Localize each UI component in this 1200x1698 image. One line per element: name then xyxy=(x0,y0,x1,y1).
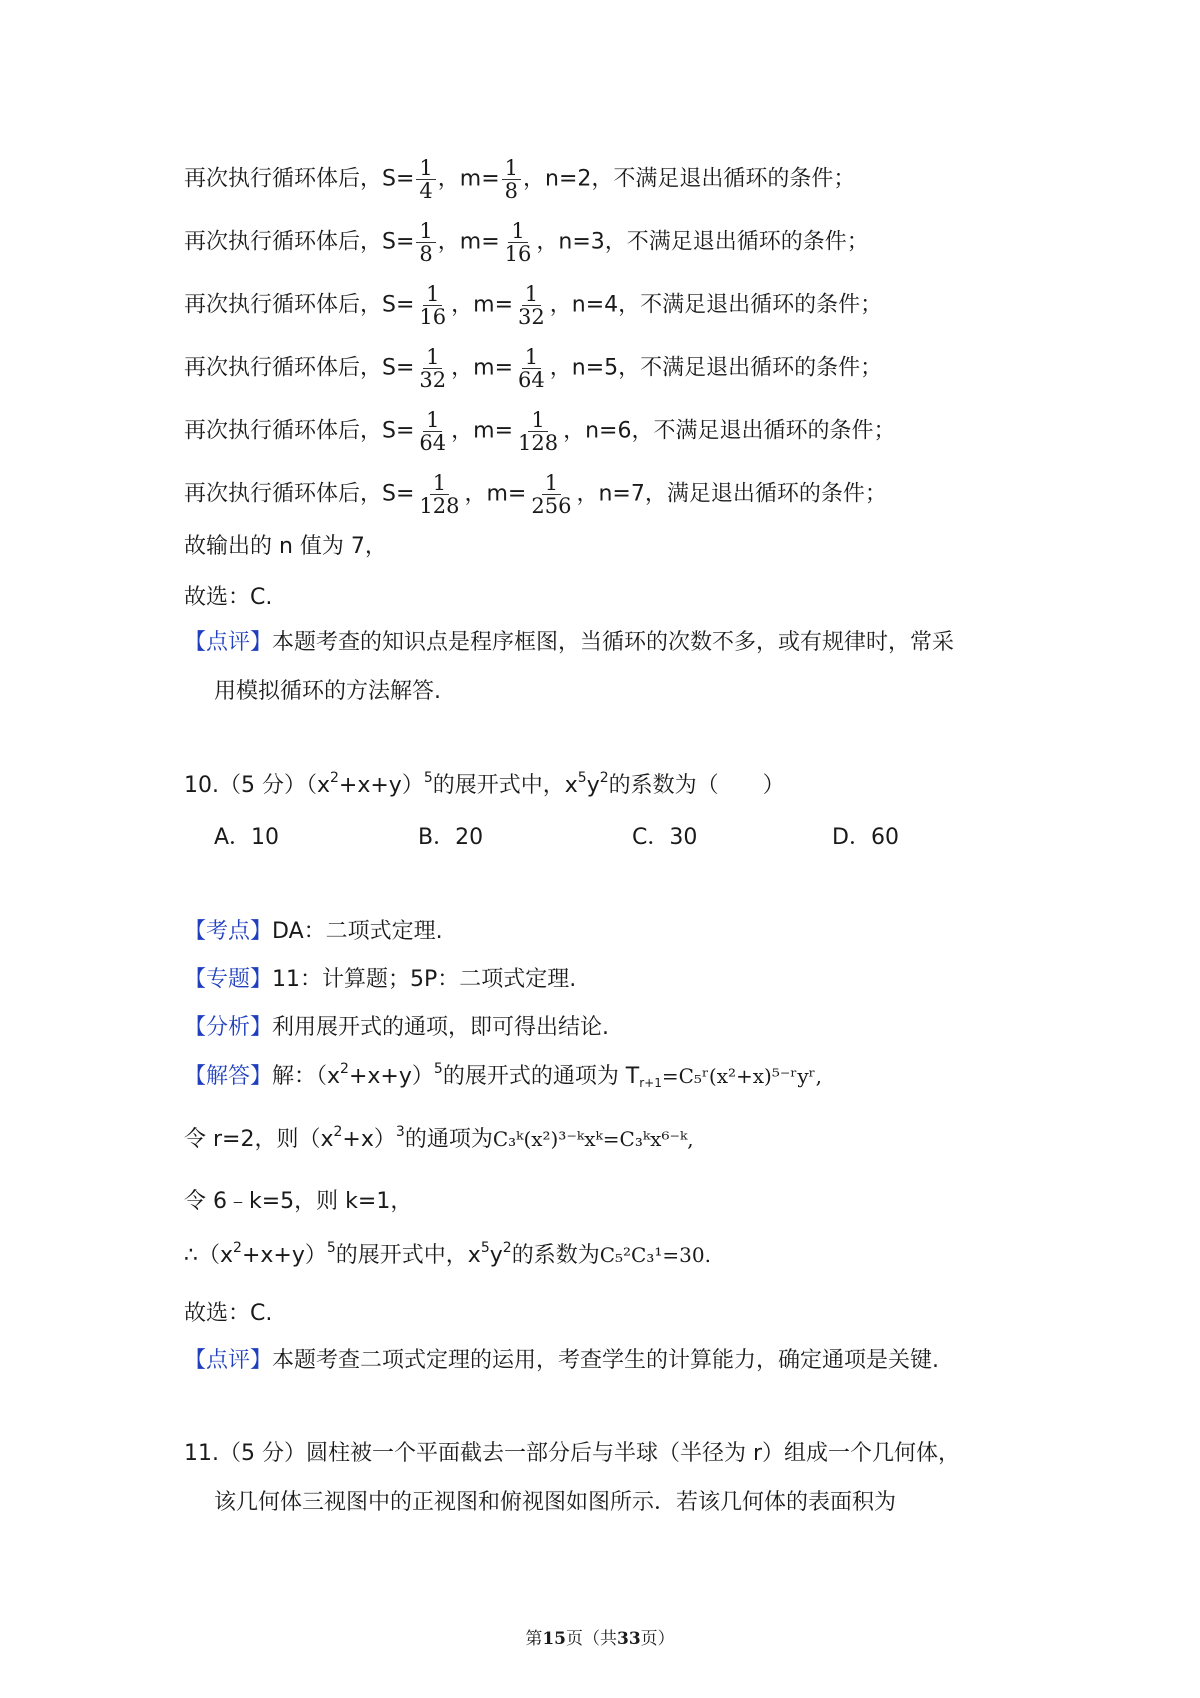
option-a: A．10 xyxy=(214,825,280,850)
q10-answer: 故选：C. xyxy=(184,1301,273,1326)
loop-step-line: 再次执行循环体后，S= $\frac{1}{8}$ ，m= $\frac{1}{16}$ ，n=3，不满足退出循环的条件； xyxy=(184,219,869,266)
m-fraction: $\frac{1}{32}$ xyxy=(518,282,545,329)
q11-stem-cont: 该几何体三视图中的正视图和俯视图如图所示．若该几何体的表面积为 xyxy=(214,1490,897,1515)
general-term-formula: =C₅ʳ(x²+x)⁵⁻ʳyʳ, xyxy=(661,1064,822,1088)
m-fraction: $\frac{1}{128}$ xyxy=(518,408,559,455)
q11-stem: 11.（5 分）圆柱被一个平面截去一部分后与半球（半径为 r）组成一个几何体， xyxy=(184,1441,961,1466)
s-fraction: $\frac{1}{128}$ xyxy=(419,471,460,518)
page-total: 33 xyxy=(617,1629,641,1649)
jieda: 【解答】解：$(x^2+x+y)^5$的展开式的通项为 $T_{r+1}=C_5ʳ(x^2+x)^{5-}ʳyʳ$, xyxy=(184,1061,822,1090)
inner-term-formula: C₃ᵏ(x²)³⁻ᵏxᵏ=C₃ᵏx⁶⁻ᵏ, xyxy=(492,1127,694,1151)
s-fraction: $\frac{1}{32}$ xyxy=(419,345,447,392)
let-r-line: 令 r=2，则$(x^2+x)^3$的通项为C₃ᵏ(x²)³⁻ᵏxᵏ=C₃ᵏx⁶⁻ᵏ, xyxy=(184,1124,694,1152)
m-fraction: $\frac{1}{256}$ xyxy=(531,471,572,518)
kaodian: 【考点】DA：二项式定理. xyxy=(184,919,443,944)
s-fraction: $\frac{1}{4}$ xyxy=(416,157,435,202)
loop-step-line: 再次执行循环体后，S= $\frac{1}{64}$ ，m= $\frac{1}{128}$ ，n=6，不满足退出循环的条件； xyxy=(184,408,896,455)
option-c: C．30 xyxy=(632,825,698,850)
page-footer: 第15页（共33页） xyxy=(525,1629,675,1649)
m-fraction: $\frac{1}{64}$ xyxy=(518,345,545,392)
m-fraction: $\frac{1}{8}$ xyxy=(502,157,521,202)
q9-review-cont: 用模拟循环的方法解答. xyxy=(214,679,441,704)
s-fraction: $\frac{1}{16}$ xyxy=(419,282,447,329)
review-tag: 【点评】 xyxy=(184,630,273,655)
coefficient-formula: C₅²C₃¹=30. xyxy=(599,1243,711,1267)
q10-stem: 10.（5 分）$(x^2+x+y)^5$的展开式中，$x^5y^2$的系数为（ ） xyxy=(184,770,785,798)
s-fraction: $\frac{1}{64}$ xyxy=(419,408,447,455)
m-fraction: $\frac{1}{16}$ xyxy=(504,219,532,266)
output-line: 故输出的 n 值为 7， xyxy=(184,534,387,559)
loop-step-line: 再次执行循环体后，S= $\frac{1}{128}$ ，m= $\frac{1}{256}$ ，n=7，满足退出循环的条件； xyxy=(184,471,887,518)
fenxi: 【分析】利用展开式的通项，即可得出结论. xyxy=(184,1015,610,1040)
loop-step-line: 再次执行循环体后，S= $\frac{1}{4}$ ，m= $\frac{1}{8}$ ，n=2，不满足退出循环的条件； xyxy=(184,156,856,203)
loop-step-line: 再次执行循环体后，S= $\frac{1}{32}$ ，m= $\frac{1}{64}$ ，n=5，不满足退出循环的条件； xyxy=(184,345,883,392)
let-k-line: 令 6﹣k=5，则 k=1， xyxy=(184,1189,413,1214)
page-number: 15 xyxy=(542,1629,566,1649)
zhuanti: 【专题】11：计算题；5P：二项式定理. xyxy=(184,967,577,992)
s-fraction: $\frac{1}{8}$ xyxy=(416,220,435,265)
q10-review: 【点评】本题考查二项式定理的运用，考查学生的计算能力，确定通项是关键. xyxy=(184,1348,940,1373)
therefore-line: $\therefore(x^2+x+y)^5$的展开式中，$x^5y^2$的系数为C₅²C₃¹=30. xyxy=(184,1240,711,1268)
option-d: D．60 xyxy=(832,825,899,850)
loop-step-line: 再次执行循环体后，S= $\frac{1}{16}$ ，m= $\frac{1}{32}$ ，n=4，不满足退出循环的条件； xyxy=(184,282,883,329)
q9-review: 【点评】本题考查的知识点是程序框图，当循环的次数不多，或有规律时，常采 xyxy=(184,630,955,655)
option-b: B．20 xyxy=(418,825,484,850)
q9-answer: 故选：C. xyxy=(184,585,273,610)
